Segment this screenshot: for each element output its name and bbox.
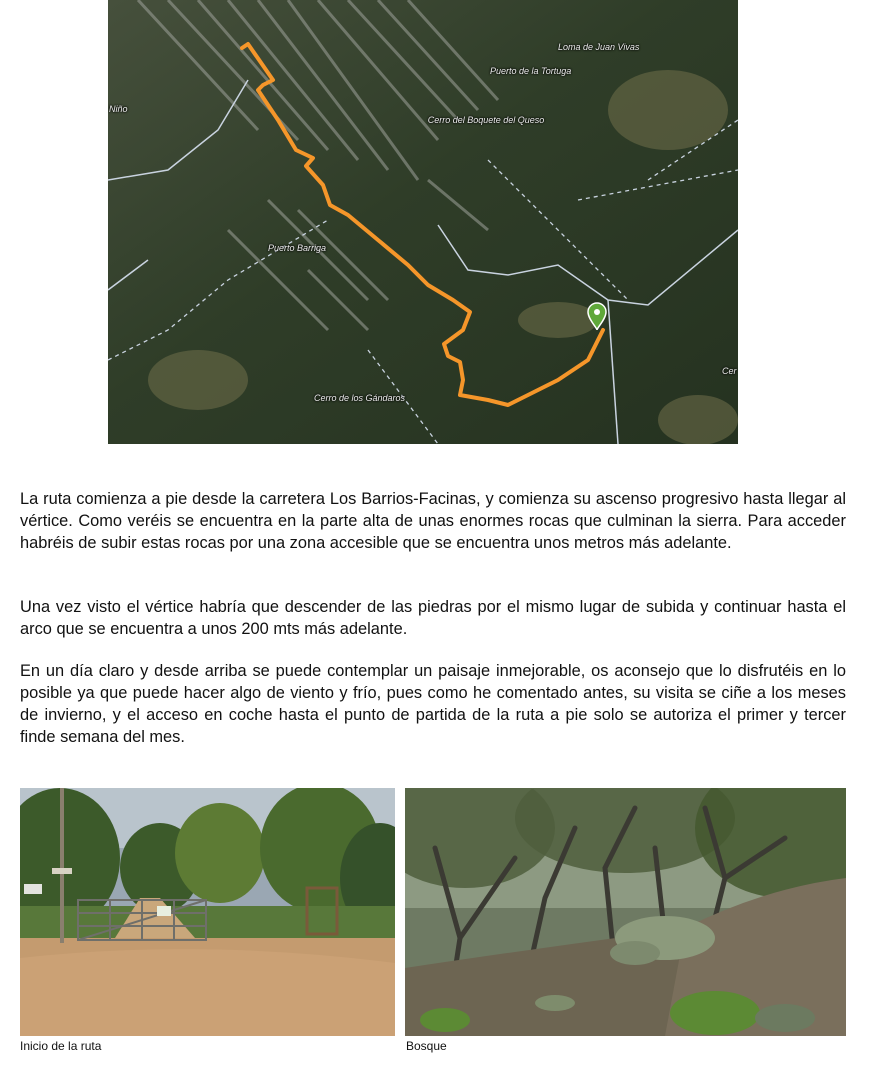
map-label-barriga: Puerto Barriga — [268, 243, 327, 253]
route-map — [108, 0, 738, 444]
caption-trail-start: Inicio de la ruta — [20, 1039, 102, 1053]
satellite-image — [108, 0, 738, 444]
map-label-cer: Cer — [722, 366, 737, 376]
paragraph-2: Una vez visto el vértice habría que descender de las piedras por el mismo lugar de subida y continuar hasta el arco que se encuentra a unos 200 mts más adelante. — [20, 598, 846, 638]
caption-forest: Bosque — [406, 1039, 447, 1053]
map-label-gandaros: Cerro de los Gándaros — [314, 393, 406, 403]
map-label-loma: Loma de Juan Vivas — [558, 42, 640, 52]
paragraph-1: La ruta comienza a pie desde la carretera Los Barrios-Facinas, y comienza su ascenso progresivo hasta llegar al vértice. Como veréis se encuentra en la parte alta de unas enormes rocas que culminan la sierra. Para acceder habréis de subir estas rocas por una zona accesible que se encuentra unos metros más adelante. — [20, 490, 846, 552]
photo-trail-start — [20, 788, 395, 1036]
map-label-nino: Niño — [109, 104, 128, 114]
map-label-boquete: Cerro del Boquete del Queso — [427, 115, 545, 125]
paragraph-3: En un día claro y desde arriba se puede contemplar un paisaje inmejorable, os aconsejo que lo disfrutéis en lo posible ya que puede hacer algo de viento y frío, pues como he comentado antes, su visita se ciñe a los meses de invierno, y el acceso en coche hasta el punto de partida de la ruta a pie solo se autoriza el primer y tercer finde semana del mes. — [20, 662, 846, 746]
photo-forest — [405, 788, 846, 1036]
map-label-tortuga: Puerto de la Tortuga — [490, 66, 572, 76]
